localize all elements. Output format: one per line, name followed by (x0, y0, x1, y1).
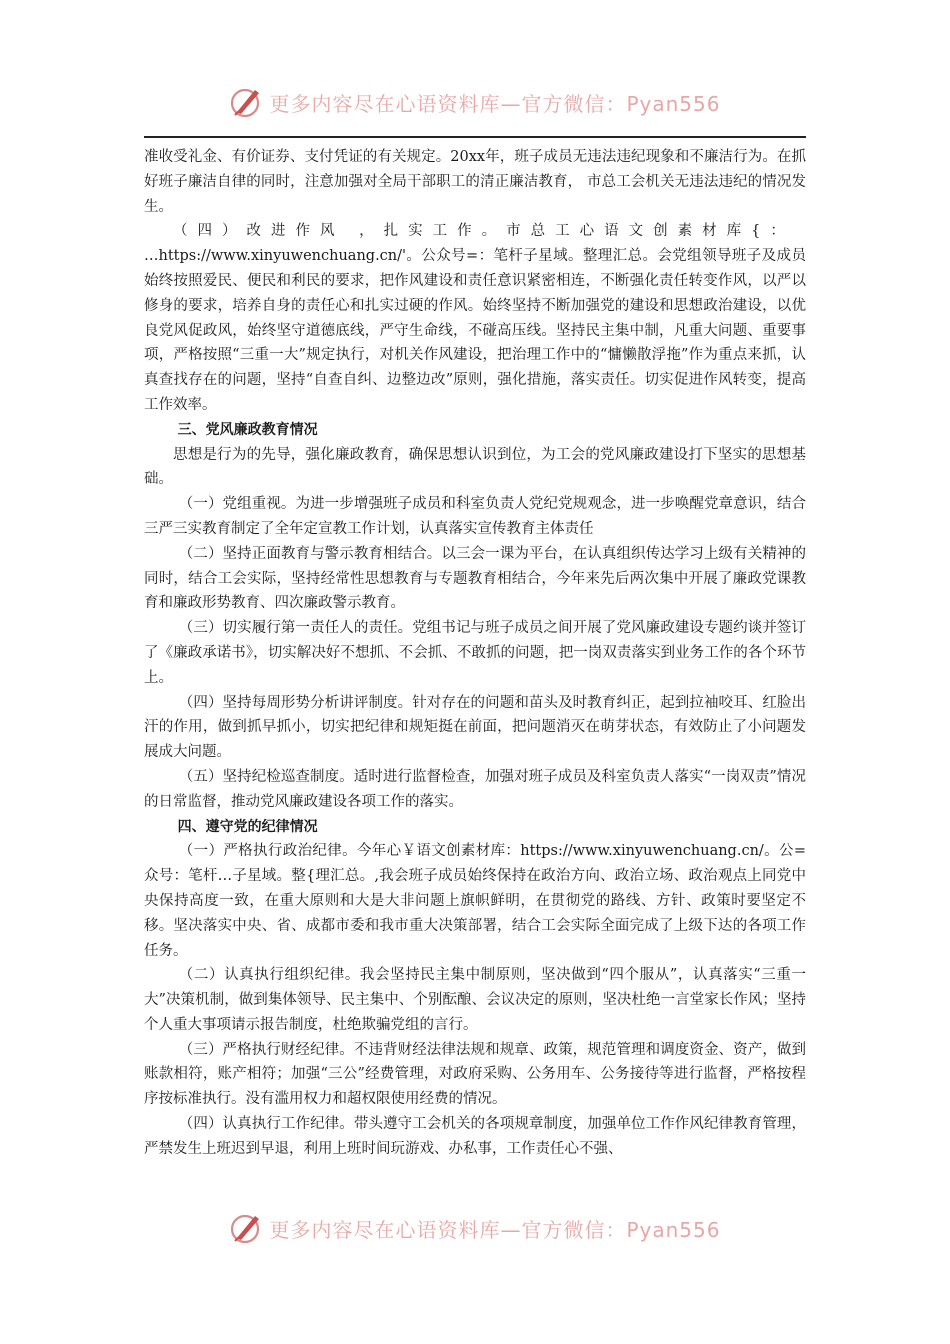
paragraph: （一）党组重视。为进一步增强班子成员和科室负责人党纪党规观念，进一步唤醒党章意识，结合三严三实教育制定了全年定宣教工作计划，认真落实宣传教育主体责任 (144, 496, 806, 537)
paragraph: 准收受礼金、有价证券、支付凭证的有关规定。20xx年，班子成员无违法违纪现象和不廉洁行为。在抓好班子廉洁自律的同时，注意加强对全局干部职工的清正廉洁教育， 市总工会机关无违法违纪的情况发生。 (144, 149, 806, 215)
section-heading: 四、遵守党的纪律情况 (177, 818, 318, 835)
paragraph: （二）坚持正面教育与警示教育相结合。以三会一课为平台，在认真组织传达学习上级有关精神的同时，结合工会实际，坚持经常性思想教育与专题教育相结合，今年来先后两次集中开展了廉政党课教育和廉政形势教育、四次廉政警示教育。 (144, 545, 806, 612)
header-banner (0, 82, 950, 122)
paragraph: （三）切实履行第一责任人的责任。党组书记与班子成员之间开展了党风廉政建设专题约谈并签订了《廉政承诺书》，切实解决好不想抓、不会抓、不敢抓的问题，把一岗双责落实到业务工作的各个环节上。 (144, 620, 806, 686)
paragraph: （五）坚持纪检巡查制度。适时进行监督检查，加强对班子成员及科室负责人落实“一岗双责”情况的日常监督，推动党风廉政建设各项工作的落实。 (144, 768, 806, 810)
paragraph: （三）严格执行财经纪律。不违背财经法律法规和规章、政策，规范管理和调度资金、资产，做到账款相符，账产相符；加强“三公”经费管理，对政府采购、公务用车、公务接待等进行监督，严格按程序按标准执行。没有滥用权力和超权限使用经费的情况。 (144, 1041, 806, 1108)
paragraph: （四）坚持每周形势分析讲评制度。针对存在的问题和苗头及时教育纠正，起到拉袖咬耳、红脸出汗的作用，做到抓早抓小，切实把纪律和规矩挺在前面，把问题消灭在萌芽状态，有效防止了小问题发展成大问题。 (144, 694, 806, 761)
paragraph: （四）改进作风 ，扎实工作。市总工心语文创素材库{： (173, 223, 795, 240)
pen-quill-logo-icon (229, 84, 265, 120)
banner-text: 更多内容尽在心语资料库—官方微信：Pyan556 (269, 1217, 721, 1242)
header-divider (144, 136, 806, 138)
paragraph: （二）认真执行组织纪律。我会坚持民主集中制原则，坚决做到“四个服从”，认真落实“三重一大”决策机制，做到集体领导、民主集中、个别酝酿、会议决定的原则，坚决杜绝一言堂家长作风；坚持个人重大事项请示报告制度，杜绝欺骗党组的言行。 (144, 967, 806, 1033)
paragraph: 思想是行为的先导，强化廉政教育，确保思想认识到位，为工会的党风廉政建设打下坚实的思想基础。 (144, 446, 806, 488)
document-body (144, 145, 806, 1162)
pen-quill-logo-icon (229, 1210, 265, 1246)
section-heading: 三、党风廉政教育情况 (177, 421, 318, 438)
footer-banner (0, 1208, 950, 1248)
paragraph: （一）严格执行政治纪律。今年心￥语文创素材库：https://www.xinyuwenchuang.cn/。公=众号：笔杆…子星域。整{理汇总。,我会班子成员始终保持在政治方向、政治立场、政治观点上同党中央保持高度一致，在重大原则和大是大非问题上旗帜鲜明，在贯彻党的路线、方针、政策时要坚定不移。坚决落实中央、省、成都市委和我市重大决策部署，结合工会实际全面完成了上级下达的各项工作任务。 (144, 843, 806, 959)
paragraph: …https://www.xinyuwenchuang.cn/'。公众号=：笔杆子星域。整理汇总。会党组领导班子及成员始终按照爱民、便民和利民的要求，把作风建设和责任意识紧密相连，不断强化责任转变作风，以严以修身的要求，培养自身的责任心和扎实过硬的作风。始终坚持不断加强党的建设和思想政治建设，以优良党风促政风，始终坚守道德底线，严守生命线，不碰高压线。坚持民主集中制，凡重大问题、重要事项，严格按照“三重一大”规定执行，对机关作风建设，把治理工作中的“慵懒散浮拖”作为重点来抓，认真查找存在的问题，坚持“自查自纠、边整边改”原则，强化措施，落实责任。切实促进作风转变，提高工作效率。 (144, 248, 806, 413)
paragraph: （四）认真执行工作纪律。带头遵守工会机关的各项规章制度，加强单位工作作风纪律教育管理，严禁发生上班迟到早退，利用上班时间玩游戏、办私事，工作责任心不强、 (144, 1116, 806, 1157)
banner-text: 更多内容尽在心语资料库—官方微信：Pyan556 (269, 91, 721, 116)
